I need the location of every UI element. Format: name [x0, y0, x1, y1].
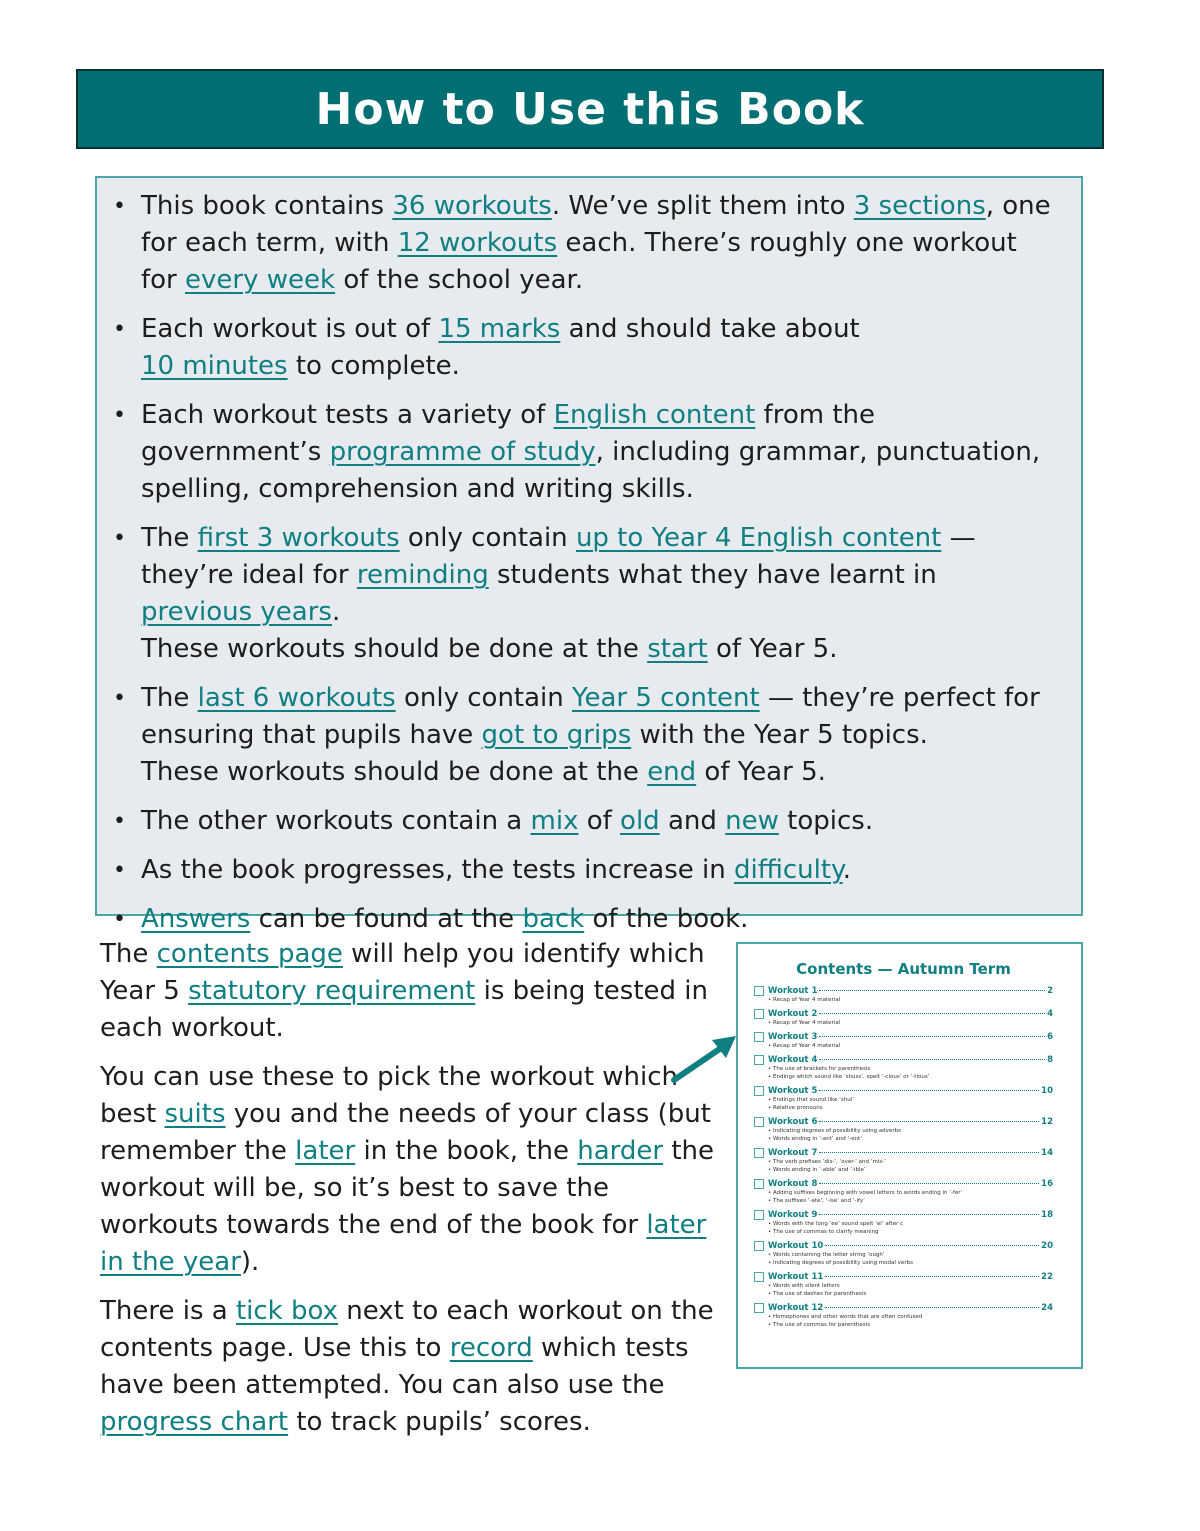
- workout-topic: • Words ending in ‘-able’ and ‘-ible’: [768, 1167, 866, 1173]
- page-number: 6: [1047, 1032, 1053, 1042]
- contents-entry: [754, 1148, 1053, 1174]
- highlighted-term: 10 minutes: [141, 351, 288, 381]
- page-title: How to Use this Book: [315, 83, 865, 135]
- contents-entry: [754, 1032, 1053, 1050]
- contents-title: Contents — Autumn Term: [796, 960, 1011, 978]
- text-segment: students what they have learnt in: [488, 560, 937, 590]
- title-banner: [76, 69, 1104, 149]
- tick-box-icon: [754, 986, 764, 996]
- page-number: 16: [1041, 1179, 1053, 1189]
- text-segment: , including grammar, punctuation, spelling, comprehension and writing skills.: [141, 437, 1041, 504]
- contents-entry: [754, 1179, 1053, 1205]
- text-segment: Each workout tests a variety of: [141, 400, 554, 430]
- dot-leader: [819, 1059, 1045, 1060]
- highlighted-term: statutory requirement: [188, 976, 476, 1006]
- dot-leader: [819, 1121, 1039, 1122]
- workout-topic: • Indicating degrees of possibility using modal verbs: [768, 1260, 913, 1266]
- highlighted-term: Answers: [141, 904, 251, 934]
- workout-label: Workout 11: [768, 1272, 824, 1282]
- workout-topic: • The use of brackets for parenthesis: [768, 1066, 871, 1072]
- highlighted-term: 3 sections: [853, 191, 986, 221]
- highlighted-term: every week: [185, 265, 336, 295]
- contents-entry: [754, 1272, 1053, 1298]
- info-box: [95, 176, 1083, 934]
- highlighted-term: programme of study: [329, 437, 596, 467]
- page-number: 24: [1041, 1303, 1053, 1313]
- workout-label: Workout 2: [768, 1009, 818, 1019]
- text-segment: the workout will be, so it’s best to save the workouts towards the end of the book for: [100, 1136, 714, 1240]
- dot-leader: [819, 1183, 1039, 1184]
- highlighted-term: reminding: [356, 560, 489, 590]
- tick-box-icon: [754, 1032, 764, 1042]
- text-segment: each. There’s roughly one workout for: [141, 228, 1017, 295]
- workout-topic: • The use of commas for parenthesis: [768, 1322, 871, 1328]
- explanation-text: [100, 936, 725, 1453]
- contents-entry: [754, 1009, 1053, 1027]
- text-segment: with the Year 5 topics.: [631, 720, 928, 750]
- text-segment: These workouts should be done at the: [141, 634, 648, 664]
- page-number: 8: [1047, 1055, 1053, 1065]
- workout-topic: • Homophones and other words that are often confused: [768, 1314, 923, 1320]
- workout-topic: • Recap of Year 4 material: [768, 1043, 841, 1049]
- highlighted-term: 12 workouts: [397, 228, 558, 258]
- text-segment: You can use these to pick the workout which best: [100, 1062, 679, 1129]
- contents-entry-row: [754, 1032, 1053, 1042]
- highlighted-term: new: [725, 806, 779, 836]
- workout-topic: • The verb prefixes ‘dis-’, ‘over-’ and ‘mis-’: [768, 1159, 887, 1165]
- highlighted-term: later in the year: [100, 1210, 707, 1277]
- page-number: 22: [1041, 1272, 1053, 1282]
- tick-box-icon: [754, 1148, 764, 1158]
- text-segment: which tests have been attempted. You can also use the: [100, 1333, 689, 1400]
- tick-box-icon: [754, 1086, 764, 1096]
- page-number: 14: [1041, 1148, 1053, 1158]
- dot-leader: [819, 990, 1045, 991]
- text-segment: of Year 5.: [707, 634, 838, 664]
- text-segment: topics.: [778, 806, 874, 836]
- text-segment: of: [578, 806, 621, 836]
- highlighted-term: first 3 workouts: [197, 523, 400, 553]
- bullet-item: [113, 901, 1051, 938]
- text-segment: is being tested in each workout.: [100, 976, 709, 1043]
- highlighted-term: English content: [553, 400, 756, 430]
- bullet-item: [113, 311, 1051, 385]
- text-segment: Each workout is out of: [141, 314, 439, 344]
- contents-entry-row: [754, 1117, 1053, 1127]
- text-segment: will help you identify which Year 5: [100, 939, 705, 1006]
- text-segment: There is a: [100, 1296, 236, 1326]
- page-number: 10: [1041, 1086, 1053, 1096]
- contents-entry: [754, 1241, 1053, 1267]
- bullet-item: [113, 803, 1051, 840]
- highlighted-term: record: [449, 1333, 533, 1363]
- text-segment: — they’re perfect for ensuring that pupils have: [141, 683, 1040, 750]
- highlighted-term: old: [620, 806, 660, 836]
- highlighted-term: later: [295, 1136, 356, 1166]
- paragraph: [100, 936, 725, 1047]
- dot-leader: [819, 1214, 1039, 1215]
- text-segment: to track pupils’ scores.: [288, 1407, 591, 1437]
- text-segment: to complete.: [287, 351, 460, 381]
- workout-topic: • Words with silent letters: [768, 1283, 840, 1289]
- paragraph: [100, 1059, 725, 1281]
- highlighted-term: tick box: [235, 1296, 339, 1326]
- text-segment: The: [141, 683, 198, 713]
- text-segment: of the school year.: [335, 265, 584, 295]
- text-segment: can be found at the: [250, 904, 523, 934]
- highlighted-term: harder: [577, 1136, 664, 1166]
- highlighted-term: contents page: [156, 939, 343, 969]
- contents-page-preview: [736, 942, 1083, 1369]
- tick-box-icon: [754, 1055, 764, 1065]
- text-segment: As the book progresses, the tests increase in: [141, 855, 734, 885]
- bullet-item: [113, 520, 1051, 668]
- dot-leader: [819, 1152, 1039, 1153]
- tick-box-icon: [754, 1009, 764, 1019]
- workout-topic: • Recap of Year 4 material: [768, 1020, 841, 1026]
- text-segment: This book contains: [141, 191, 393, 221]
- text-segment: next to each workout on the contents page. Use this to: [100, 1296, 714, 1363]
- highlighted-term: back: [522, 904, 585, 934]
- workout-topic: • Words with the long ‘ee’ sound spelt ‘ei’ after c: [768, 1221, 904, 1227]
- workout-label: Workout 8: [768, 1179, 818, 1189]
- workout-label: Workout 3: [768, 1032, 818, 1042]
- workout-label: Workout 9: [768, 1210, 818, 1220]
- dot-leader: [819, 1013, 1045, 1014]
- page-number: 4: [1047, 1009, 1053, 1019]
- highlighted-term: progress chart: [100, 1407, 289, 1437]
- highlighted-term: start: [647, 634, 708, 664]
- contents-entry-row: [754, 1241, 1053, 1251]
- text-segment: . We’ve split them into: [551, 191, 854, 221]
- tick-box-icon: [754, 1117, 764, 1127]
- highlighted-term: previous years: [141, 597, 332, 627]
- text-segment: from the government’s: [141, 400, 875, 467]
- text-segment: and should take about: [560, 314, 860, 344]
- highlighted-term: 36 workouts: [392, 191, 552, 221]
- contents-entry-row: [754, 1055, 1053, 1065]
- page-number: 18: [1041, 1210, 1053, 1220]
- tick-box-icon: [754, 1241, 764, 1251]
- dot-leader: [819, 1036, 1045, 1037]
- workout-label: Workout 4: [768, 1055, 818, 1065]
- workout-label: Workout 5: [768, 1086, 818, 1096]
- bullet-item: [113, 397, 1051, 508]
- contents-entry: [754, 1117, 1053, 1143]
- contents-entry-row: [754, 986, 1053, 996]
- workout-topic: • Words containing the letter string ‘ough’: [768, 1252, 885, 1258]
- dot-leader: [819, 1090, 1039, 1091]
- workout-topic: • The use of dashes for parenthesis: [768, 1291, 867, 1297]
- dot-leader: [825, 1307, 1039, 1308]
- contents-entry-row: [754, 1009, 1053, 1019]
- workout-label: Workout 1: [768, 986, 818, 996]
- bullet-item: [113, 852, 1051, 889]
- workout-topic: • Relative pronouns: [768, 1105, 823, 1111]
- workout-topic: • Endings which sound like ‘shuss’, spelt ‘-cious’ or ‘-tious’: [768, 1074, 930, 1080]
- text-segment: The: [100, 939, 157, 969]
- contents-entry: [754, 1303, 1053, 1329]
- highlighted-term: difficulty: [733, 855, 843, 885]
- highlighted-term: suits: [164, 1099, 226, 1129]
- highlighted-term: up to Year 4 English content: [575, 523, 942, 553]
- text-segment: of Year 5.: [696, 757, 826, 787]
- contents-entry: [754, 1055, 1053, 1081]
- highlighted-term: 15 marks: [438, 314, 561, 344]
- highlighted-term: last 6 workouts: [197, 683, 396, 713]
- page-number: 2: [1047, 986, 1053, 996]
- text-segment: These workouts should be done at the: [141, 757, 648, 787]
- workout-topic: • Adding suffixes beginning with vowel letters to words ending in ‘-fer’: [768, 1190, 963, 1196]
- text-segment: in the book, the: [355, 1136, 578, 1166]
- highlighted-term: Year 5 content: [572, 683, 760, 713]
- text-segment: .: [331, 597, 341, 627]
- workout-topic: • Indicating degrees of possibility using adverbs: [768, 1128, 901, 1134]
- contents-entry-row: [754, 1086, 1053, 1096]
- contents-entry-row: [754, 1303, 1053, 1313]
- workout-label: Workout 7: [768, 1148, 818, 1158]
- workout-topic: • Endings that sound like ‘shul’: [768, 1097, 854, 1103]
- contents-entry-row: [754, 1272, 1053, 1282]
- page-number: 12: [1041, 1117, 1053, 1127]
- contents-entry-row: [754, 1148, 1053, 1158]
- contents-list: [754, 986, 1053, 1329]
- text-segment: ).: [240, 1247, 260, 1277]
- contents-entry-row: [754, 1179, 1053, 1189]
- workout-topic: • Words ending in ‘-ant’ and ‘-ent’: [768, 1136, 862, 1142]
- workout-topic: • The suffixes ‘-ate’, ‘-ise’ and ‘-ify’: [768, 1198, 865, 1204]
- arrow-icon: [668, 1026, 738, 1086]
- tick-box-icon: [754, 1272, 764, 1282]
- tick-box-icon: [754, 1179, 764, 1189]
- text-segment: only contain: [395, 683, 573, 713]
- workout-label: Workout 12: [768, 1303, 824, 1313]
- workout-label: Workout 6: [768, 1117, 818, 1127]
- text-segment: , one for each term, with: [141, 191, 1051, 258]
- tick-box-icon: [754, 1210, 764, 1220]
- text-segment: of the book.: [584, 904, 749, 934]
- highlighted-term: got to grips: [481, 720, 632, 750]
- bullet-item: [113, 188, 1051, 299]
- contents-entry-row: [754, 1210, 1053, 1220]
- highlighted-term: end: [647, 757, 697, 787]
- bullet-item: [113, 680, 1051, 791]
- text-segment: you and the needs of your class (but remember the: [100, 1099, 711, 1166]
- contents-entry: [754, 1086, 1053, 1112]
- workout-topic: • The use of commas to clarify meaning: [768, 1229, 879, 1235]
- dot-leader: [825, 1276, 1039, 1277]
- text-segment: .: [842, 855, 851, 885]
- contents-entry: [754, 1210, 1053, 1236]
- workout-topic: • Recap of Year 4 material: [768, 997, 841, 1003]
- text-segment: only contain: [399, 523, 576, 553]
- text-segment: — they’re ideal for: [141, 523, 976, 590]
- paragraph: [100, 1293, 725, 1441]
- contents-entry: [754, 986, 1053, 1004]
- page-number: 20: [1041, 1241, 1053, 1251]
- tick-box-icon: [754, 1303, 764, 1313]
- text-segment: The other workouts contain a: [141, 806, 531, 836]
- text-segment: and: [659, 806, 726, 836]
- text-segment: The: [141, 523, 198, 553]
- highlighted-term: mix: [530, 806, 579, 836]
- bullet-list: [113, 188, 1051, 938]
- dot-leader: [825, 1245, 1039, 1246]
- workout-label: Workout 10: [768, 1241, 824, 1251]
